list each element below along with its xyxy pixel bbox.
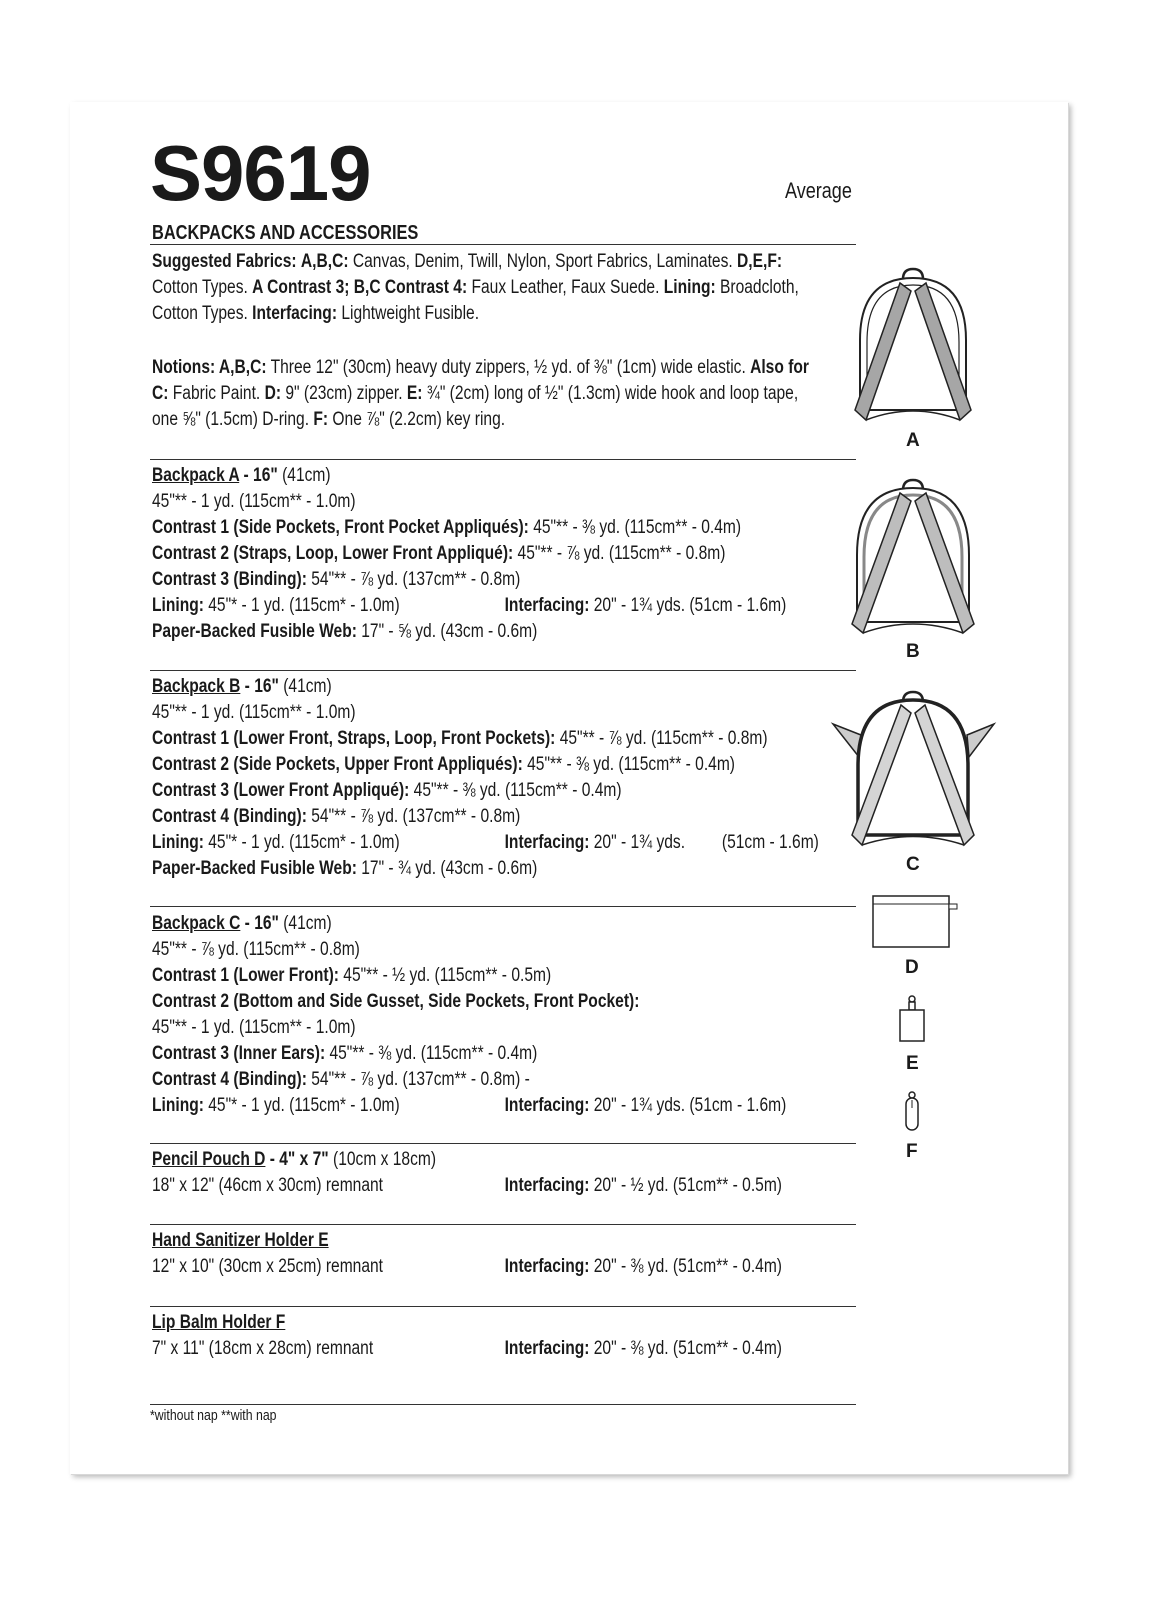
backpack-b-yardage: Backpack B - 16" (41cm) 45"** - 1 yd. (115cm** - 1.0m) Contrast 1 (Lower Front, Straps, Loop, Front Pockets): 45"** - ⅞ yd. (115cm** - 0.8m) Contrast 2 (Side Pockets, Upper Front Appliqués): 45"** - ⅜ yd. (115cm** - 0.4m) Contrast 3 (Lower Front Appliqué): 45"** - ⅜ yd. (115cm** - 0.4m) Contrast 4 (Binding): 54"** - ⅞ yd. (137cm** - 0.8m) Lining: 45"* - 1 yd. (115cm* - 1.0m) Interfacing: 20" - 1¾ yds. (51cm - 1.6m) Paper-Backed Fusible Web: 17" - ¾ yd. (43cm - 0.6m) (152, 676, 819, 879)
footnote: *without nap **with nap (150, 1407, 277, 1424)
pattern-number: S9619 (150, 129, 371, 217)
view-label-f: F (906, 1141, 918, 1162)
hand-sanitizer-holder-e-yardage: Hand Sanitizer Holder E 12" x 10" (30cm x 25cm) remnant Interfacing: 20" - ⅜ yd. (51cm** - 0.4m) (152, 1230, 782, 1277)
pencil-pouch-d-yardage: Pencil Pouch D - 4" x 7" (10cm x 18cm) 18" x 12" (46cm x 30cm) remnant Interfacing: 20" - ½ yd. (51cm** - 0.5m) (152, 1149, 782, 1196)
view-label-a: A (906, 430, 920, 451)
hand-sanitizer-holder-e-drawing (900, 996, 924, 1041)
view-label-b: B (906, 641, 920, 662)
backpack-a-drawing (855, 269, 971, 420)
backpack-c-yardage: Backpack C - 16" (41cm) 45"** - ⅞ yd. (115cm** - 0.8m) Contrast 1 (Lower Front): 45"** - ½ yd. (115cm** - 0.5m) Contrast 2 (Bottom and Side Gusset, Side Pockets, Front Pocket): 45"** - 1 yd. (115cm** - 1.0m) Contrast 3 (Inner Ears): 45"** - ⅜ yd. (115cm** - 0.4m) Contrast 4 (Binding): 54"** - ⅞ yd. (137cm** - 0.8m) - Lining: 45"* - 1 yd. (115cm* - 1.0m) Interfacing: 20" - 1¾ yds. (51cm - 1.6m) (152, 913, 787, 1116)
view-label-c: C (906, 854, 920, 875)
view-label-e: E (906, 1053, 919, 1074)
backpack-b-drawing (852, 480, 974, 633)
suggested-fabrics: Suggested Fabrics: A,B,C: Canvas, Denim, Twill, Nylon, Sport Fabrics, Laminates. D,E,F: Cotton Types. A Contrast 3; B,C Contrast 4: Faux Leather, Faux Suede. Lining: Broadcloth, Cotton Types. Interfacing: Lightweight Fusible. (152, 251, 799, 324)
notions: Notions: A,B,C: Three 12" (30cm) heavy duty zippers, ½ yd. of ⅜" (1cm) wide elastic. Also for C: Fabric Paint. D: 9" (23cm) zipper. E: ¾" (2cm) long of ½" (1.3cm) wide hook and loop tape, one ⅝" (1.5cm) D-ring. F: One ⅞" (2.2cm) key ring. (152, 357, 809, 430)
difficulty-level: Average (785, 178, 852, 203)
view-label-d: D (905, 957, 919, 978)
lip-balm-holder-f-yardage: Lip Balm Holder F 7" x 11" (18cm x 28cm) remnant Interfacing: 20" - ⅜ yd. (51cm** - 0.4m) (152, 1312, 782, 1359)
lip-balm-holder-f-drawing (906, 1092, 918, 1130)
backpack-c-drawing (833, 692, 994, 845)
pencil-pouch-d-drawing (873, 896, 957, 947)
pattern-title: BACKPACKS AND ACCESSORIES (152, 222, 419, 244)
backpack-a-yardage: Backpack A - 16" (41cm) 45"** - 1 yd. (115cm** - 1.0m) Contrast 1 (Side Pockets, Front Pocket Appliqués): 45"** - ⅜ yd. (115cm** - 0.4m) Contrast 2 (Straps, Loop, Lower Front Appliqué): 45"** - ⅞ yd. (115cm** - 0.8m) Contrast 3 (Binding): 54"** - ⅞ yd. (137cm** - 0.8m) Lining: 45"* - 1 yd. (115cm* - 1.0m) Interfacing: 20" - 1¾ yds. (51cm - 1.6m) Paper-Backed Fusible Web: 17" - ⅝ yd. (43cm - 0.6m) (152, 465, 787, 642)
